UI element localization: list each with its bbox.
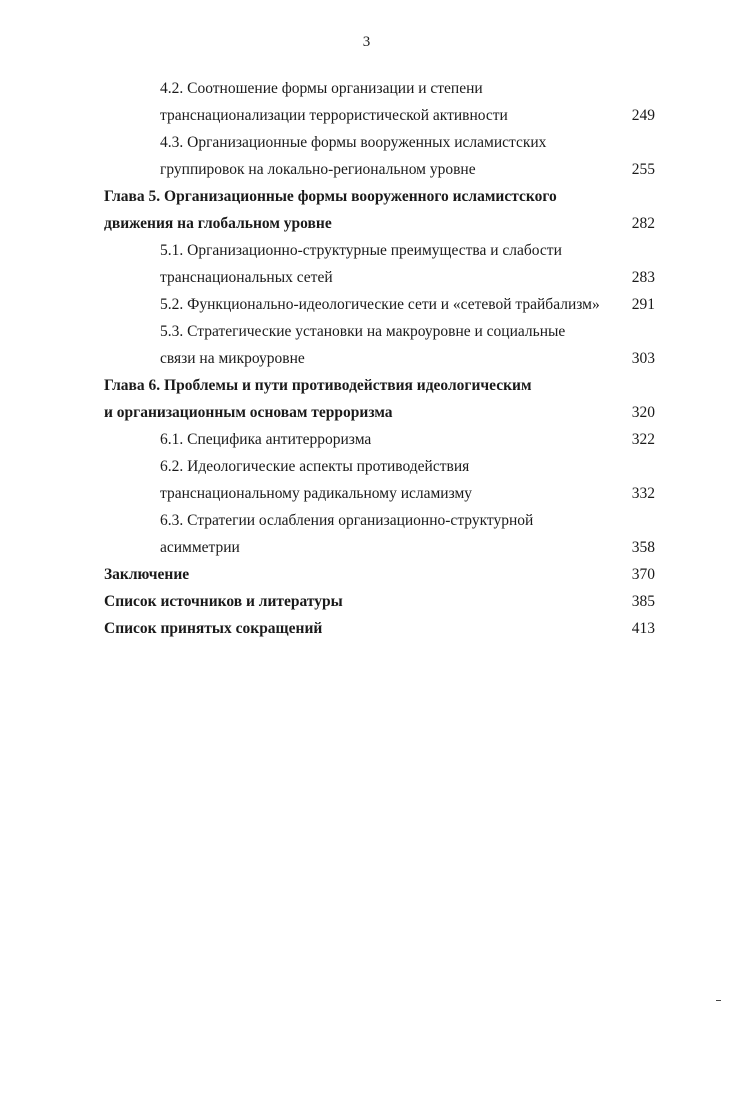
toc-page-5-2: 291 (631, 296, 655, 313)
toc-page-6-1: 322 (631, 431, 655, 448)
toc-page-5-3: 303 (631, 350, 655, 367)
toc-entry-6-2: 6.2. Идеологические аспекты противодействия (160, 458, 470, 475)
toc-entry-4-2-cont: транснационализации террористической активности (160, 107, 508, 124)
toc-entry-6-3: 6.3. Стратегии ослабления организационно-структурной (160, 512, 534, 529)
toc-entry-5-1: 5.1. Организационно-структурные преимущества и слабости (160, 242, 562, 259)
toc-page-4-2: 249 (631, 107, 655, 124)
toc-page-chapter-5: 282 (631, 215, 655, 232)
toc-entry-6-1: 6.1. Специфика антитерроризма (160, 431, 372, 448)
toc-page-4-3: 255 (631, 161, 655, 178)
scan-mark (716, 1000, 721, 1001)
toc-sources: Список источников и литературы (104, 593, 343, 610)
toc-entry-5-1-cont: транснациональных сетей (160, 269, 333, 286)
toc-page-conclusion: 370 (631, 566, 655, 583)
toc-chapter-6: Глава 6. Проблемы и пути противодействия идеологическим (104, 377, 532, 394)
toc-entry-5-3-cont: связи на микроуровне (160, 350, 305, 367)
toc-entry-6-3-cont: асимметрии (160, 539, 240, 556)
toc-page-chapter-6: 320 (631, 404, 655, 421)
toc-chapter-6-cont: и организационным основам терроризма (104, 404, 393, 421)
page-number: 3 (362, 34, 371, 50)
toc-page-5-1: 283 (631, 269, 655, 286)
toc-page-abbreviations: 413 (631, 620, 655, 637)
toc-entry-4-2: 4.2. Соотношение формы организации и степени (160, 80, 483, 97)
toc-page-6-2: 332 (631, 485, 655, 502)
toc-entry-4-3: 4.3. Организационные формы вооруженных исламистских (160, 134, 547, 151)
toc-abbreviations: Список принятых сокращений (104, 620, 323, 637)
toc-chapter-5-cont: движения на глобальном уровне (104, 215, 332, 232)
toc-page-6-3: 358 (631, 539, 655, 556)
toc-conclusion: Заключение (104, 566, 190, 583)
toc-entry-4-3-cont: группировок на локально-региональном уровне (160, 161, 476, 178)
toc-entry-6-2-cont: транснациональному радикальному исламизму (160, 485, 473, 502)
toc-entry-5-2: 5.2. Функционально-идеологические сети и «сетевой трайбализм» (160, 296, 600, 313)
toc-page-sources: 385 (631, 593, 655, 610)
toc-entry-5-3: 5.3. Стратегические установки на макроуровне и социальные (160, 323, 566, 340)
toc-chapter-5: Глава 5. Организационные формы вооруженного исламистского (104, 188, 557, 205)
